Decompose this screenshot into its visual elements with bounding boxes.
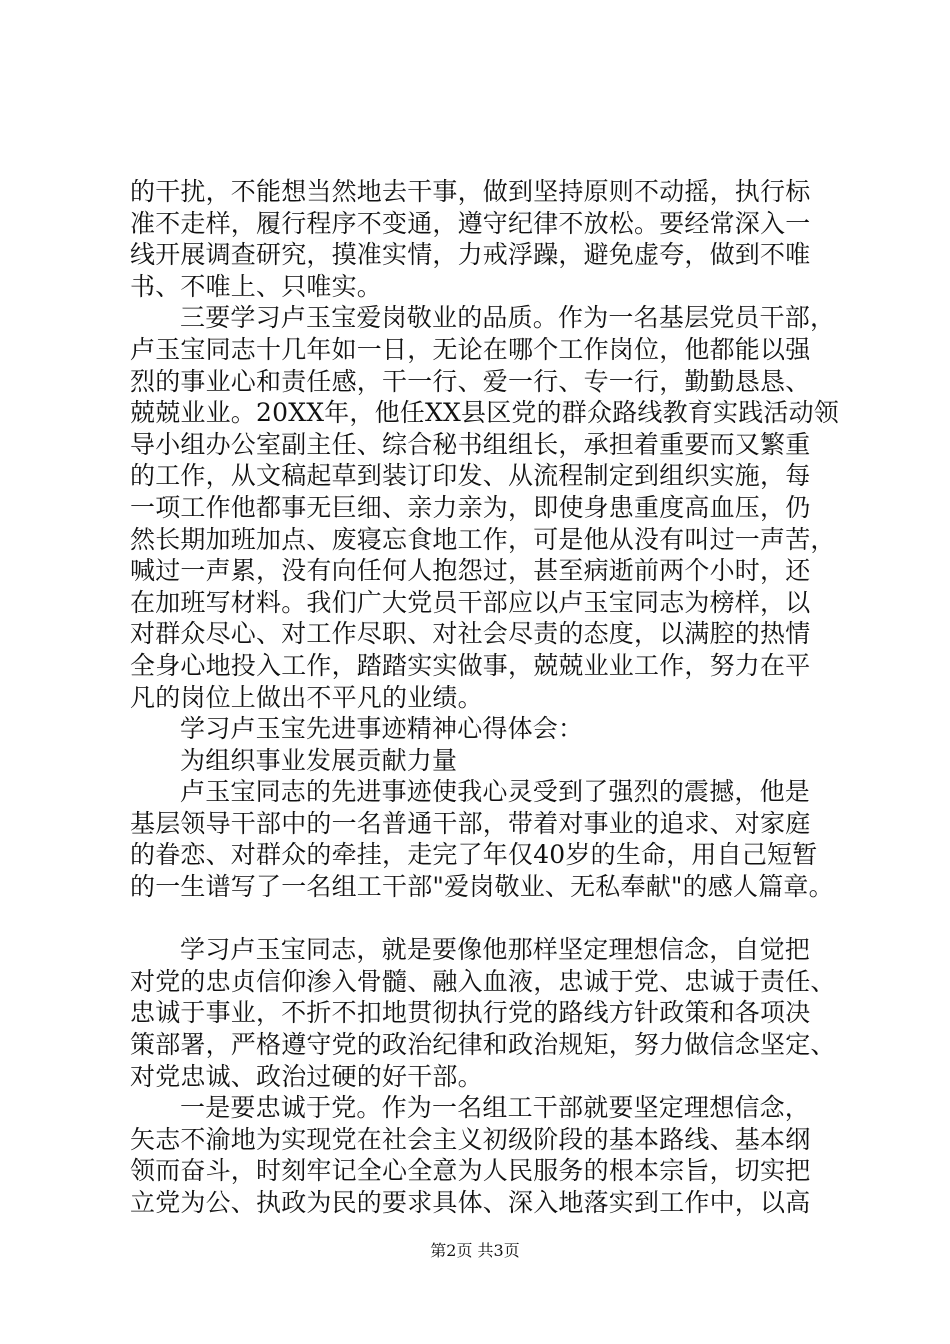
text-line: 在加班写材料。我们广大党员干部应以卢玉宝同志为榜样，以 [130,587,811,617]
document-body [130,176,850,1219]
text-line: 的一生谱写了一名组工干部"爱岗敬业、无私奉献"的感人篇章。 [130,872,834,902]
text-line: 矢志不渝地为实现党在社会主义初级阶段的基本路线、基本纲 [130,1124,811,1154]
text-line: 凡的岗位上做出不平凡的业绩。 [130,682,483,712]
text-line: 对党的忠贞信仰渗入骨髓、融入血液，忠诚于党、忠诚于责任、 [130,966,836,996]
paragraph-start-line: 卢玉宝同志的先进事迹使我心灵受到了强烈的震撼，他是 [180,777,811,807]
blank-line [130,903,850,935]
text-line: 一项工作他都事无巨细、亲力亲为，即使身患重度高血压，仍 [130,492,811,522]
section-subheading: 为组织事业发展贡献力量 [180,745,458,775]
text-line: 书、不唯上、只唯实。 [130,271,383,301]
text-line: 烈的事业心和责任感，干一行、爱一行、专一行，勤勤恳恳、 [130,366,811,396]
text-line: 的干扰，不能想当然地去干事，做到坚持原则不动摇，执行标 [130,177,811,206]
text-line: 对群众尽心、对工作尽职、对社会尽责的态度，以满腔的热情 [130,619,811,649]
text-line: 然长期加班加点、废寝忘食地工作，可是他从没有叫过一声苦， [130,524,836,554]
text-line: 策部署，严格遵守党的政治纪律和政治规矩，努力做信念坚定、 [130,1030,836,1060]
text-line: 对党忠诚、政治过硬的好干部。 [130,1061,483,1091]
text-line: 的眷恋、对群众的牵挂，走完了年仅40岁的生命，用自己短暂 [130,840,818,870]
text-line: 忠诚于事业，不折不扣地贯彻执行党的路线方针政策和各项决 [130,998,811,1028]
paragraph-start-line: 三要学习卢玉宝爱岗敬业的品质。作为一名基层党员干部， [180,303,836,333]
paragraph-start-line: 学习卢玉宝同志，就是要像他那样坚定理想信念，自觉把 [180,935,811,965]
text-line: 立党为公、执政为民的要求具体、深入地落实到工作中，以高 [130,1188,811,1217]
text-line: 卢玉宝同志十几年如一日，无论在哪个工作岗位，他都能以强 [130,334,811,364]
page-number: 第2页 共3页 [430,1241,520,1260]
text-line: 导小组办公室副主任、综合秘书组组长，承担着重要而又繁重 [130,429,811,459]
section-heading: 学习卢玉宝先进事迹精神心得体会： [180,714,584,744]
text-line: 的工作，从文稿起草到装订印发、从流程制定到组织实施，每 [130,461,811,491]
text-line: 领而奋斗，时刻牢记全心全意为人民服务的根本宗旨，切实把 [130,1156,811,1186]
page-footer [0,1241,950,1261]
paragraph-start-line: 一是要忠诚于党。作为一名组工干部就要坚定理想信念， [180,1093,811,1123]
text-line: 兢兢业业。20XX年，他任XX县区党的群众路线教育实践活动领 [130,398,840,428]
text-line: 线开展调查研究，摸准实情，力戒浮躁，避免虚夸，做到不唯 [130,240,811,270]
text-line: 准不走样，履行程序不变通，遵守纪律不放松。要经常深入一 [130,208,811,238]
text-line: 全身心地投入工作，踏踏实实做事，兢兢业业工作，努力在平 [130,650,811,680]
text-line: 喊过一声累，没有向任何人抱怨过，甚至病逝前两个小时，还 [130,556,811,586]
text-line: 基层领导干部中的一名普通干部，带着对事业的追求、对家庭 [130,808,811,838]
